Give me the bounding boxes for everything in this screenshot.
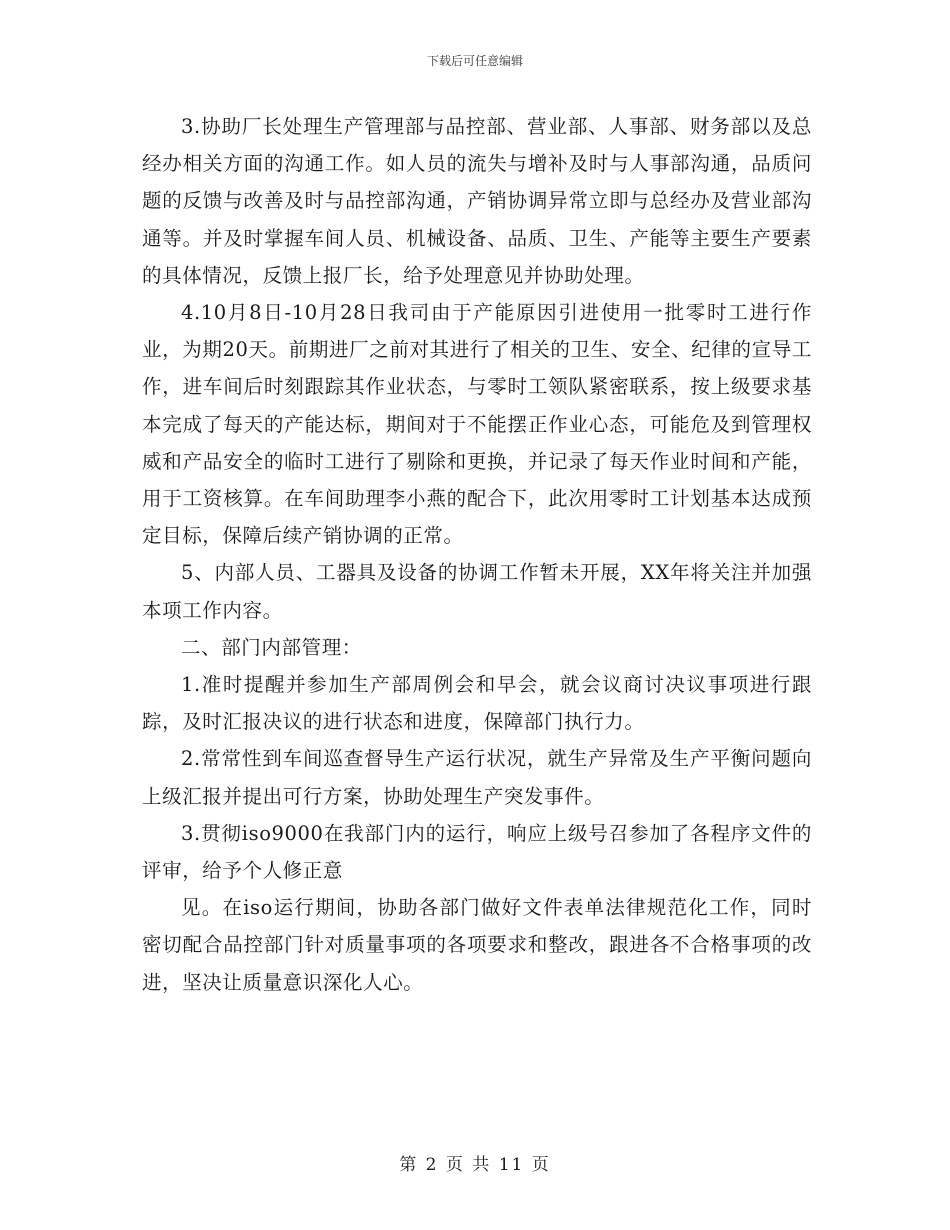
page-header: 下载后可任意编辑 [426,54,523,68]
paragraph-item-3-coordination: 3.协助厂长处理生产管理部与品控部、营业部、人事部、财务部以及总经办相关方面的沟通工作。如人员的流失与增补及时与人事部沟通，品质问题的反馈与改善及时与品控部沟通，产销协调异常立即与总经办及营业部沟通等。并及时掌握车间人员、机械设备、品质、卫生、产能等主要生产要素的具体情况，反馈上报厂长，给予处理意见并协助处理。 [142,115,812,287]
page-footer: 第 2 页 共 11 页 [399,1155,551,1175]
paragraph-item-5-internal: 5、内部人员、工器具及设备的协调工作暂未开展，XX年将关注并加强本项工作内容。 [142,561,812,622]
paragraph-section-2-item-3-part-a: 3.贯彻iso9000在我部门内的运行，响应上级号召参加了各程序文件的评审，给予个人修正意 [142,821,812,883]
paragraph-section-2-item-2: 2.常常性到车间巡查督导生产运行状况，就生产异常及生产平衡问题向上级汇报并提出可行方案，协助处理生产突发事件。 [142,747,812,808]
paragraph-section-2-item-1: 1.准时提醒并参加生产部周例会和早会，就会议商讨决议事项进行跟踪，及时汇报决议的进行状态和进度，保障部门执行力。 [142,673,812,734]
paragraph-section-2-item-3-part-b: 见。在iso运行期间，协助各部门做好文件表单法律规范化工作，同时密切配合品控部门针对质量事项的各项要求和整改，跟进各不合格事项的改进，坚决让质量意识深化人心。 [142,896,812,994]
document-body [142,108,812,1001]
paragraph-item-4-temp-workers: 4.10月8日-10月28日我司由于产能原因引进使用一批零时工进行作业，为期20天。前期进厂之前对其进行了相关的卫生、安全、纪律的宣导工作，进车间后时刻跟踪其作业状态，与零时工领队紧密联系，按上级要求基本完成了每天的产能达标，期间对于不能摆正作业心态，可能危及到管理权威和产品安全的临时工进行了剔除和更换，并记录了每天作业时间和产能，用于工资核算。在车间助理李小燕的配合下，此次用零时工计划基本达成预定目标，保障后续产销协调的正常。 [142,301,812,548]
section-heading-internal-management: 二、部门内部管理： [181,635,362,659]
